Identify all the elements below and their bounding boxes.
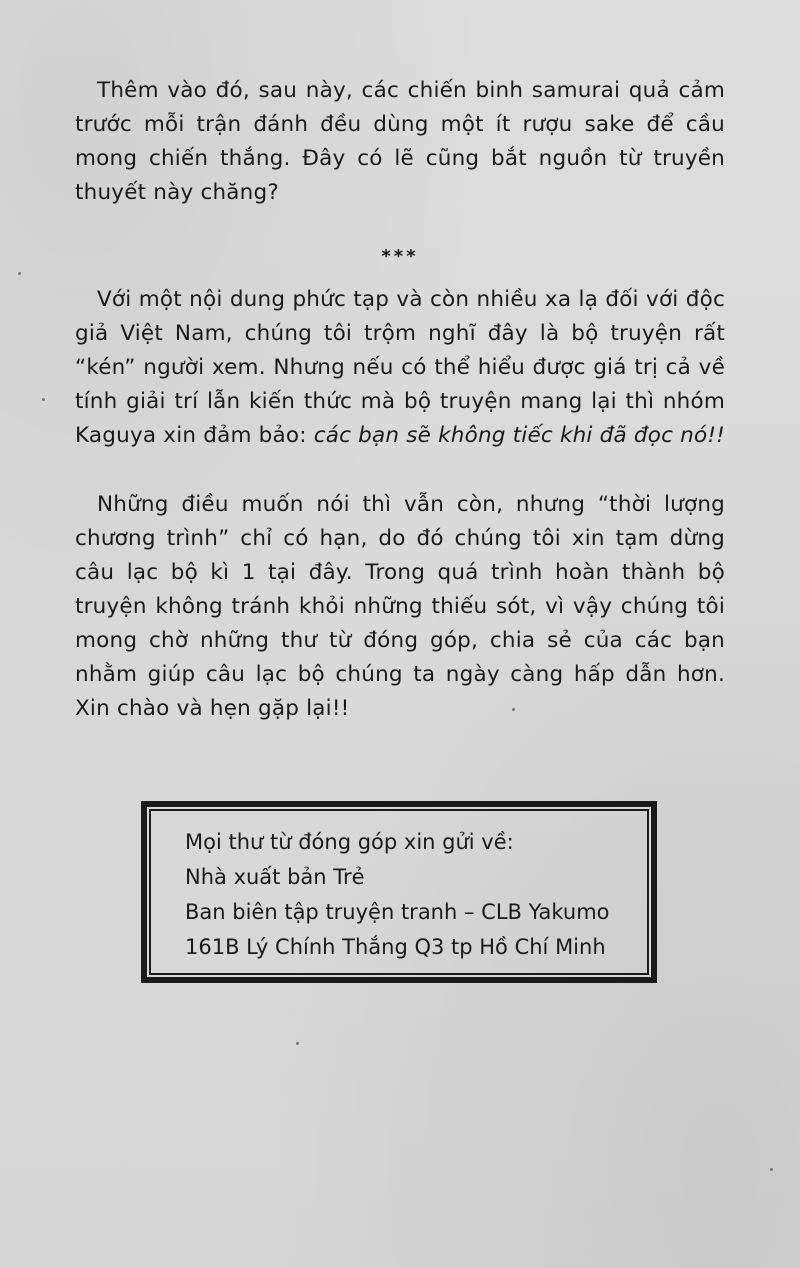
- contact-box: [141, 801, 657, 983]
- paragraph-farewell: [75, 488, 725, 726]
- paragraph-recommendation: [75, 283, 725, 453]
- contact-lines: [185, 825, 610, 965]
- contact-line-department: Ban biên tập truyện tranh – CLB Yakumo: [185, 900, 610, 924]
- paragraph-farewell-text: Những điều muốn nói thì vẫn còn, nhưng “thời lượng chương trình” chỉ có hạn, do đó chúng tôi xin tạm dừng câu lạc bộ kì 1 tại đây. Trong quá trình hoàn thành bộ truyện không tránh khỏi những thiếu sót, vì vậy chúng tôi mong chờ những thư từ đóng góp, chia sẻ của các bạn nhằm giúp câu lạc bộ chúng ta ngày càng hấp dẫn hơn. Xin chào và hẹn gặp lại!!: [75, 492, 725, 721]
- scan-speck: [770, 1168, 773, 1171]
- scan-speck: [18, 272, 21, 275]
- paragraph-samurai-sake: [75, 74, 725, 210]
- contact-line-intro: Mọi thư từ đóng góp xin gửi về:: [185, 830, 514, 854]
- scan-speck: [42, 398, 45, 401]
- contact-line-publisher: Nhà xuất bản Trẻ: [185, 865, 365, 889]
- section-separator: ***: [381, 246, 419, 267]
- scan-speck: [296, 1042, 299, 1045]
- paragraph-samurai-sake-text: Thêm vào đó, sau này, các chiến binh samurai quả cảm trước mỗi trận đánh đều dùng một ít rượu sake để cầu mong chiến thắng. Đây có lẽ cũng bắt nguồn từ truyền thuyết này chăng?: [75, 78, 725, 205]
- paragraph-recommendation-text: Với một nội dung phức tạp và còn nhiều xa lạ đối với độc giả Việt Nam, chúng tôi trộm nghĩ đây là bộ truyện rất “kén” người xem. Nhưng nếu có thể hiểu được giá trị cả về tính giải trí lẫn kiến thức mà bộ truyện mang lại thì nhóm Kaguya xin đảm bảo:: [75, 287, 725, 448]
- scan-speck: [512, 708, 515, 711]
- contact-line-address: 161B Lý Chính Thắng Q3 tp Hồ Chí Minh: [185, 935, 606, 959]
- paragraph-recommendation-emphasis: các bạn sẽ không tiếc khi đã đọc nó!!: [313, 423, 725, 448]
